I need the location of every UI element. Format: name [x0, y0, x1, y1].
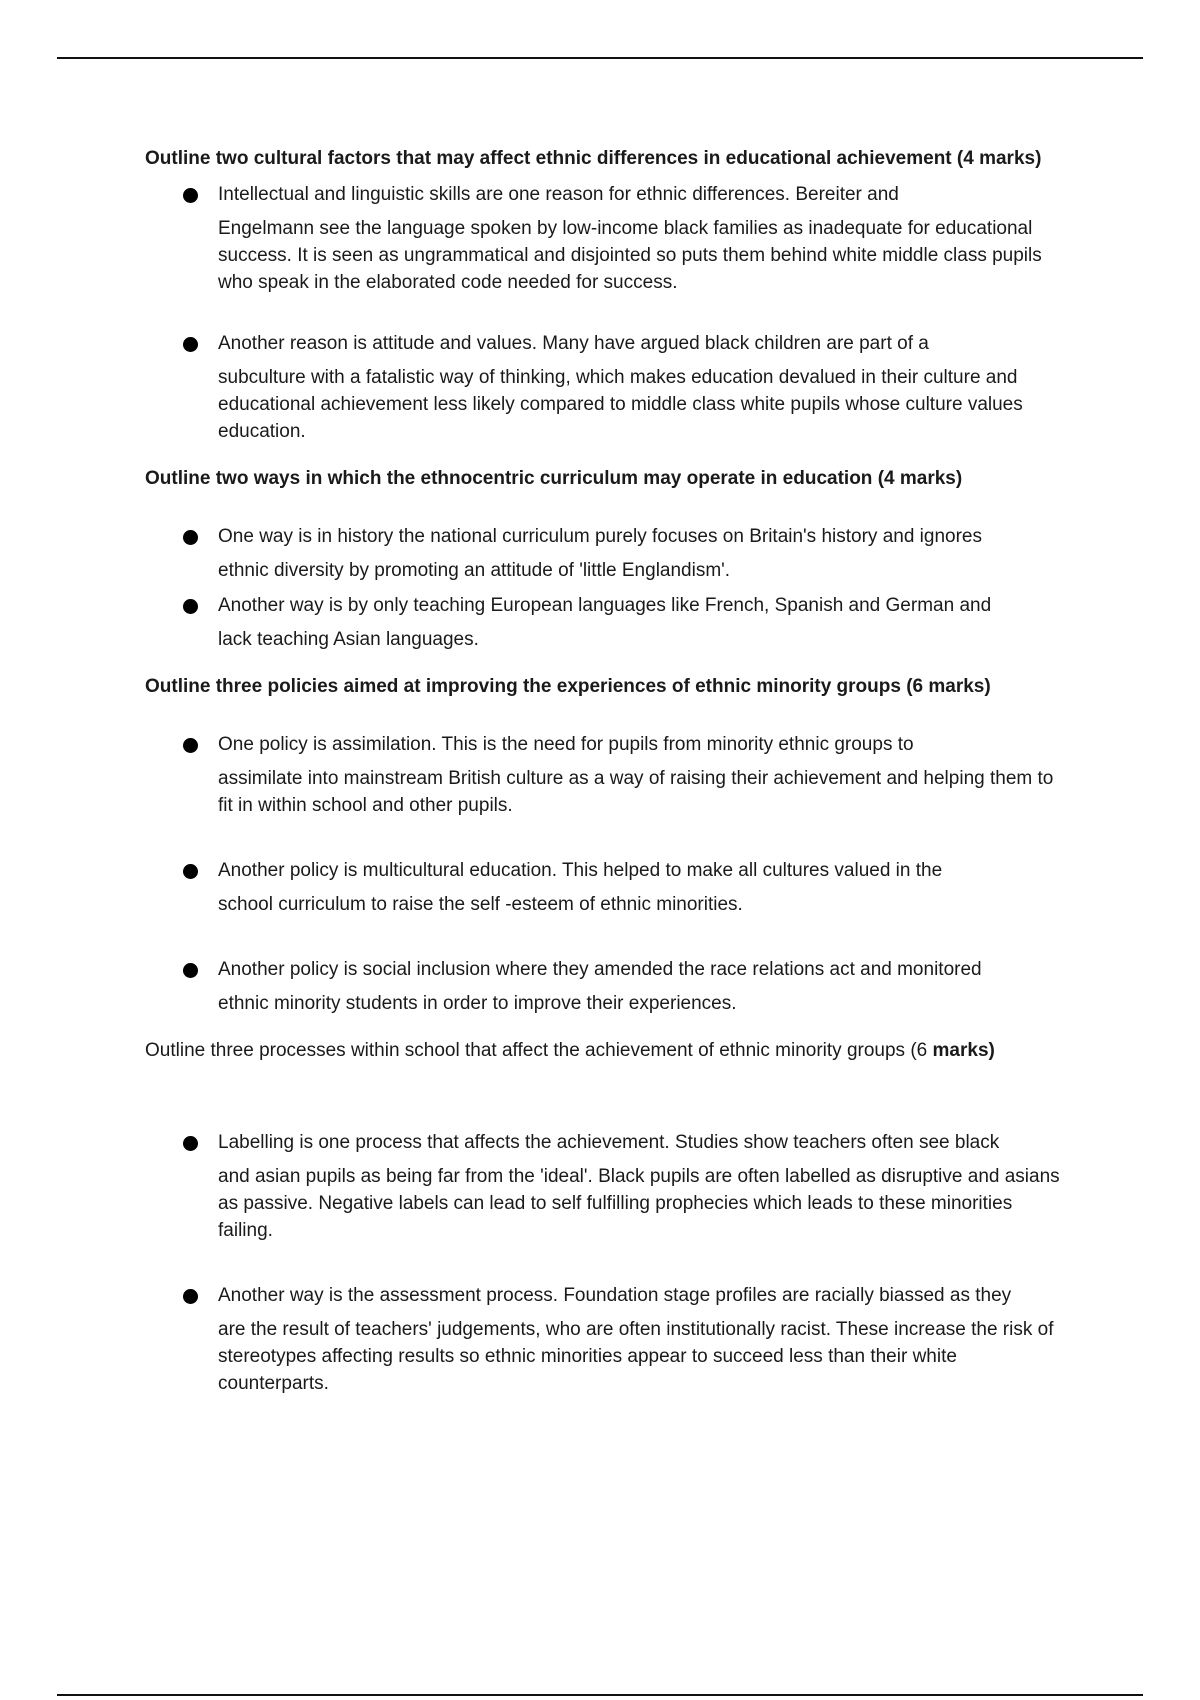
list-item [145, 592, 1065, 653]
list-item-text: ethnic diversity by promoting an attitude of 'little Englandism'. [218, 560, 731, 581]
list-item-first-line: One way is in history the national curriculum purely focuses on Britain's history and ignores [218, 526, 982, 547]
bullet-icon [183, 738, 198, 753]
question-heading-4 [145, 1037, 1065, 1065]
list-item [145, 181, 1065, 296]
question-heading-2: Outline two ways in which the ethnocentric curriculum may operate in education (4 marks) [145, 468, 963, 489]
bullet-icon [183, 599, 198, 614]
answer-list-2 [145, 523, 1065, 653]
list-item-first-line: Another reason is attitude and values. Many have argued black children are part of a [218, 333, 929, 354]
answer-list-3 [145, 731, 1065, 1017]
question-heading-4-text: Outline three processes within school that affect the achievement of ethnic minority groups (6 [145, 1040, 928, 1061]
list-item-text: are the result of teachers' judgements, who are often institutionally racist. These increase the risk of stereotypes affecting results so ethnic minorities appear to succeed less than their white counterparts. [218, 1319, 1054, 1394]
list-item-text: lack teaching Asian languages. [218, 629, 479, 650]
list-item-first-line: Another way is the assessment process. Foundation stage profiles are racially biassed as they [218, 1285, 1012, 1306]
list-item [145, 330, 1065, 445]
list-item-text: ethnic minority students in order to improve their experiences. [218, 993, 737, 1014]
list-item [145, 956, 1065, 1017]
answer-list-1 [145, 181, 1065, 445]
list-item [145, 1282, 1065, 1397]
bullet-icon [183, 188, 198, 203]
list-item-first-line: Another policy is social inclusion where they amended the race relations act and monitored [218, 959, 982, 980]
list-item-first-line: Labelling is one process that affects the achievement. Studies show teachers often see black [218, 1132, 1000, 1153]
question-heading-4-marks: marks) [932, 1040, 995, 1061]
list-item [145, 731, 1065, 819]
list-item-text: and asian pupils as being far from the 'ideal'. Black pupils are often labelled as disruptive and asians as passive. Negative labels can lead to self fulfilling prophecies which leads to these minorities failing. [218, 1166, 1060, 1241]
list-item [145, 523, 1065, 584]
answer-list-4 [145, 1129, 1065, 1397]
list-item [145, 857, 1065, 918]
question-heading-3: Outline three policies aimed at improving the experiences of ethnic minority groups (6 marks) [145, 676, 991, 697]
list-item-first-line: Another way is by only teaching European languages like French, Spanish and German and [218, 595, 992, 616]
list-item-first-line: One policy is assimilation. This is the need for pupils from minority ethnic groups to [218, 734, 914, 755]
bullet-icon [183, 530, 198, 545]
bullet-icon [183, 1289, 198, 1304]
bullet-icon [183, 963, 198, 978]
footer-rule [57, 1694, 1143, 1696]
question-heading-1: Outline two cultural factors that may affect ethnic differences in educational achievement (4 marks) [145, 148, 1042, 169]
list-item-text: assimilate into mainstream British culture as a way of raising their achievement and helping them to fit in within school and other pupils. [218, 768, 1054, 816]
document-body [145, 145, 1065, 1397]
bullet-icon [183, 1136, 198, 1151]
list-item-text: subculture with a fatalistic way of thinking, which makes education devalued in their culture and educational achievement less likely compared to middle class white pupils whose culture values education. [218, 367, 1023, 442]
header-rule [57, 57, 1143, 59]
bullet-icon [183, 864, 198, 879]
list-item [145, 1129, 1065, 1244]
list-item-first-line: Another policy is multicultural education. This helped to make all cultures valued in the [218, 860, 943, 881]
list-item-text: Engelmann see the language spoken by low-income black families as inadequate for educational success. It is seen as ungrammatical and disjointed so puts them behind white middle class pupils who speak in the elaborated code needed for success. [218, 218, 1042, 293]
list-item-first-line: Intellectual and linguistic skills are one reason for ethnic differences. Bereiter and [218, 184, 899, 205]
bullet-icon [183, 337, 198, 352]
list-item-text: school curriculum to raise the self -esteem of ethnic minorities. [218, 894, 743, 915]
